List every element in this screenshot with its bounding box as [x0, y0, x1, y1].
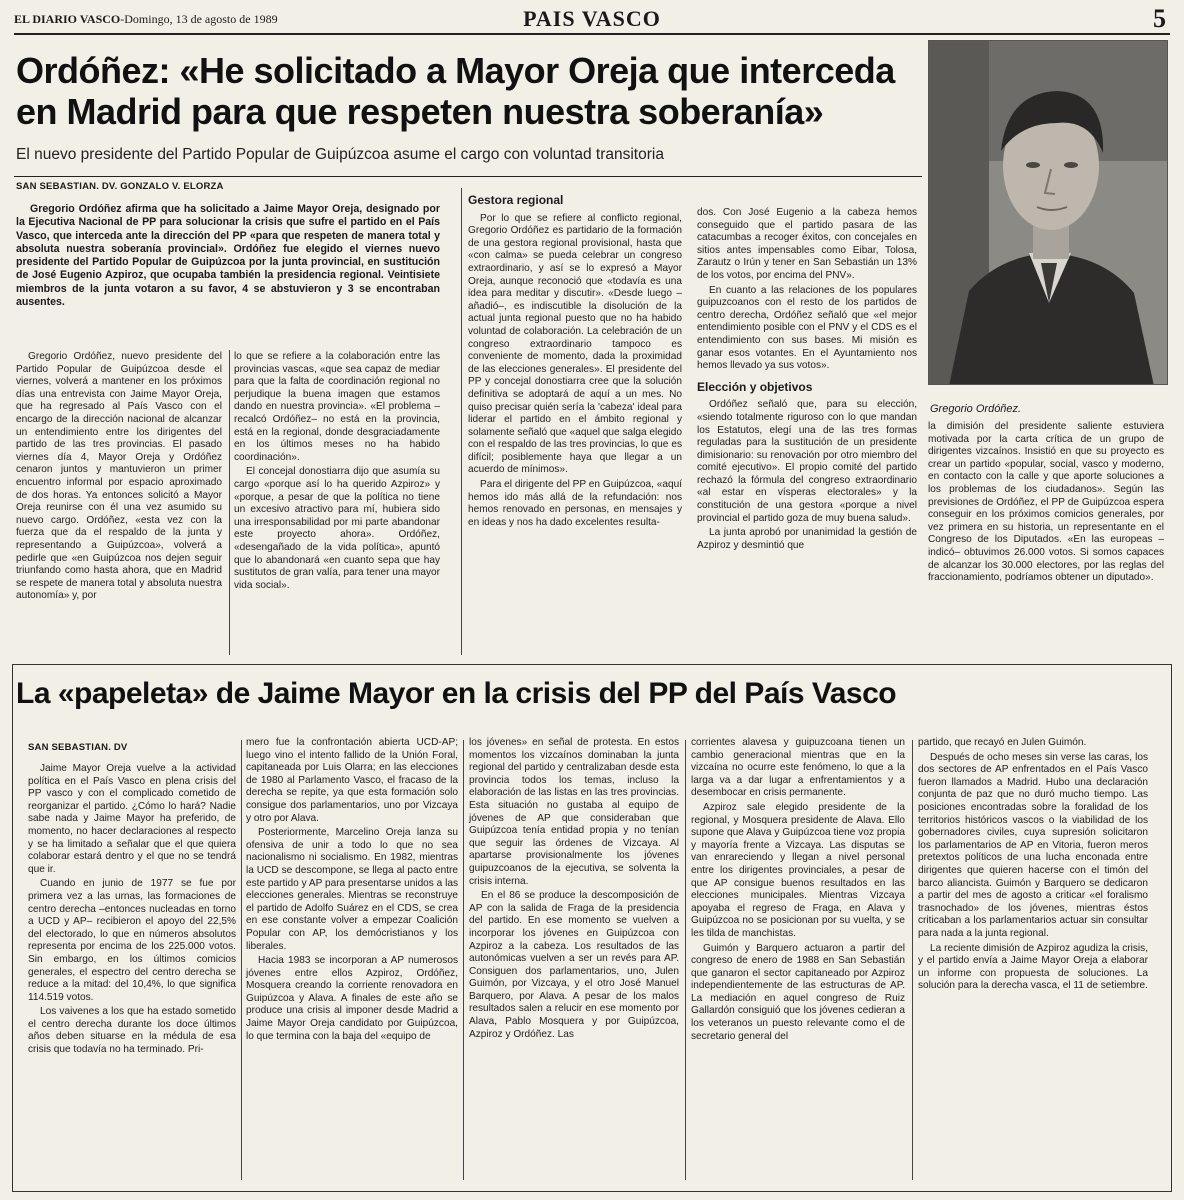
paragraph: lo que se refiere a la colaboración entre las provincias vascas, «que sea capaz de mediar para que la falta de coordinación regional no perjudique la buena imagen que estamos dando en nuestra provincia». «El problema –recalcó Ordóñez– no está en la provincia, está en la regional, donde desgraciadamente en los últimos meses no ha habido coordinación».: [234, 351, 440, 463]
article1-subhead: El nuevo presidente del Partido Popular de Guipúzcoa asume el cargo con voluntad transitoria: [16, 146, 664, 163]
article1-column-1: [16, 351, 222, 605]
column-divider: [241, 740, 242, 1180]
masthead-rule: [14, 33, 1170, 35]
column-divider: [685, 740, 686, 1180]
paragraph: Cuando en junio de 1977 se fue por primera vez a las urnas, las formaciones de centro derecha –entonces nucleadas en torno a UCD y AP– recibieron el apoyo del 22,5% del electorado, lo que en números absolutos representa por encima de los 225.000 votos. Sin embargo, en los últimos comicios generales, el espectro del centro derecha se reduce a la mitad: del 10,4%, lo que significa 114.519 votos.: [28, 878, 236, 1003]
paragraph: La reciente dimisión de Azpiroz agudiza la crisis, y el partido envía a Jaime Mayor Oreja a elaborar un informe con propuesta de soluciones. La solución para la derecha vasca, el 11 de setiembre.: [918, 942, 1148, 992]
photo-caption: Gregorio Ordóñez.: [930, 403, 1022, 415]
paragraph: Gregorio Ordóñez, nuevo presidente del Partido Popular de Guipúzcoa desde el viernes, volverá a mantener en los próximos días una entrevista con Jaime Mayor Oreja, que ha regresado al País Vasco con el encargo de la dirección nacional de alcanzar un entendimiento entre los dirigentes del partido de las tres provincias. El pasado viernes día 4, Mayor Oreja y Ordóñez cenaron juntos y mantuvieron un primer encuentro informal por espacio aproximado de dos horas. Ya entonces solicitó a Mayor Oreja reunirse con él una vez asumido su nuevo cargo. Ordóñez, «esta vez con la fuerza que da el respaldo de la junta y representando a Guipúzcoa», volverá a pedirle que «en Guipúzcoa nos dejen seguir triunfando como hasta ahora, que en Madrid se respete de manera total y absoluta nuestra autonomía» y, por: [16, 351, 222, 602]
paragraph: corrientes alavesa y guipuzcoana tienen un cambio generacional mientras que en la vizcaína no ocurre este fenómeno, lo que a la larga va a dar lugar a enfrentamientos y a desembocar en crisis permanente.: [691, 737, 905, 799]
paragraph: Guimón y Barquero actuaron a partir del congreso de enero de 1988 en San Sebastián que ganaron el sector capitaneado por Azpiroz independientemente de las estructuras de AP. La mediación en aquel congreso de Ruiz Gallardón consiguió que los jóvenes cedieran a los veteranos un puesto relevante como el de secretario general del: [691, 942, 905, 1042]
paragraph: partido, que recayó en Julen Guimón.: [918, 737, 1087, 748]
paragraph: El concejal donostiarra dijo que asumía su cargo «porque así lo ha querido Azpiroz» y «porque, a pesar de que la política no tiene un excesivo atractivo para mí, hubiera sido una irresponsabilidad por mi parte abandonar este proyecto ahora». Ordóñez, «desengañado de la vida política», apuntó que lo abandonará «en cuanto sepa que hay sustitutos de gran valía, para tener una mayor vida social».: [234, 466, 440, 591]
paragraph: En el 86 se produce la descomposición de AP con la salida de Fraga de la presidencia del partido. En ese momento se vuelven a incorporar los jóvenes en Guipúzcoa con Azpiroz a la cabeza. Los resultados de las autonómicas vuelven a ser un revés para AP. Consiguen dos parlamentarios, uno, Julen Guimón, por Vizcaya, y el otro José Manuel Barquero, por Alava. A pesar de los malos resultados salen a relucir en ese momento por Alava, Pablo Mosquera y por Guipúzcoa, Azpiroz y Ordóñez. Las: [469, 890, 679, 1040]
paragraph: Después de ocho meses sin verse las caras, los dos sectores de AP enfrentados en el País Vasco fueron llamados a Madrid. Hubo una declaración conjunta de paz que no duró mucho tiempo. Las posiciones encontradas sobre la foralidad de los territorios históricos vascos o la viabilidad de los gobernadores civiles, cuya supresión solicitaron los parlamentarios de AP en Vitoria, fueron meros pretextos políticos de una lucha enconada entre dirigentes que quieren hacerse con el timón del barco aliancista. Guimón y Barquero se dedicaron a partir del mes de agosto a criticar «el foralismo trasnochado» de los jóvenes, mientras éstos criticaban a los parlamentarios actuar sin consultar para nada a la junta regional.: [918, 751, 1148, 939]
paper-name: EL DIARIO VASCO: [14, 12, 121, 26]
article1-column-3: [468, 186, 682, 531]
article2-headline: La «papeleta» de Jaime Mayor en la crisis del PP del País Vasco: [16, 677, 897, 710]
column-divider: [463, 740, 464, 1180]
article1-column-4: [697, 207, 917, 554]
paragraph: Ordóñez señaló que, para su elección, «siendo totalmente riguroso con lo que mandan los Estatutos, elegí una de las tres formas reguladas para la sustitución de un presidente dimisionario: su renovación por otro miembro del comité ejecutivo». El propio comité del partido rechazó la fórmula del congreso extraordinario «al estar en vísperas electorales» y la constitución de una gestora «porque a nivel provincial el partido goza de muy buena salud».: [697, 399, 917, 524]
article2-column-2: [246, 737, 458, 1045]
paragraph: mero fue la confrontación abierta UCD-AP; luego vino el intento fallido de la Unión Foral, capitaneada por Luis Olarra; en las elecciones de 1980 al Parlamento Vasco, el fracaso de la derecha se repite, ya que esta formación solo consigue dos parlamentarios, uno por Vizcaya y otro por Alava.: [246, 737, 458, 824]
paragraph: En cuanto a las relaciones de los populares guipuzcoanos con el resto de los partidos de centro derecha, Ordóñez señaló que «el mejor entendimiento posible con el PNV y el CDS es el entendimiento con sus bases. Mi misión es ganar esos votantes. En el Ayuntamiento nos hemos llevado ya sus votos».: [697, 284, 917, 372]
article1-headline: Ordóñez: «He solicitado a Mayor Oreja que interceda en Madrid para que respeten nuestra soberanía»: [16, 50, 895, 132]
column-divider: [461, 188, 462, 655]
paragraph: Los vaivenes a los que ha estado sometido el centro derecha durante los doce últimos años deben situarse en la médula de esa crisis que todavía no ha terminado. Pri-: [28, 1006, 236, 1056]
paragraph: La junta aprobó por unanimidad la gestión de Azpiroz y desmintió que: [697, 527, 917, 551]
portrait-illustration: [929, 41, 1168, 385]
paragraph: Por lo que se refiere al conflicto regional, Gregorio Ordóñez es partidario de la formación de una gestora regional provisional, hasta que «con calma» se pueda celebrar un congreso extraordinario, y así se lo expresó a Mayor Oreja, aunque reconoció que «todavía es una idea para meditar y discutir». «Desde luego –añadió–, es indiscutible la disolución de la actual junta regional puesto que no ha habido voluntad de colaboración. La celebración de un congreso extraordinario tampoco es conveniente de momento, dada la proximidad de las elecciones generales». El presidente del PP y concejal donostiarra cree que la solución definitiva se adoptará de aquí a un mes. No quiso precisar quién sería la 'cabeza' ideal para liderar el partido en el ámbito regional y solamente señaló que «aquel que salga elegido con el respaldo de las tres provincias, lo que es difícil; posiblemente haya que llegar a un acuerdo de mínimos».: [468, 212, 682, 476]
column-divider: [912, 740, 913, 1180]
article1-subhead-rule: [14, 176, 922, 177]
paragraph: Jaime Mayor Oreja vuelve a la actividad política en el País Vasco en plena crisis del PP vasco y con el complicado cometido de reorganizar el partido. ¿Cómo lo hará? Nadie sabe nada y Jaime Mayor ha preferido, de momento, no hacer declaraciones al respecto y se ha limitado a señalar que el que quiera colaborar estará dentro y el que no se tendrá que ir.: [28, 763, 236, 875]
paragraph: Hacia 1983 se incorporan a AP numerosos jóvenes entre ellos Azpiroz, Ordóñez, Mosquera creando la corriente renovadora en Guipúzcoa y Alava. A finales de este año se produce una crisis al imponer desde Madrid a Jaime Mayor Oreja candidato por Guipúzcoa, lo que termina con la baja del «equipo de: [246, 955, 458, 1042]
article2-column-3: [469, 737, 679, 1043]
article2-column-5: [918, 737, 1148, 995]
article2-column-1: [28, 763, 236, 1059]
paragraph: dos. Con José Eugenio a la cabeza hemos conseguido que el partido pasara de las catacumbas a recoger éxitos, con concejales en sitios antes impensables como Eibar, Tolosa, Zarautz o Irún y tener en San Sebastián un 13% de los votos, por encima del PNV».: [697, 207, 917, 281]
paragraph: Azpiroz sale elegido presidente de la regional, y Mosquera presidente de Alava. Ello supone que Alava y Guipúzcoa tiene voz propia y mayoría frente a Vizcaya. Las disputas se van enrareciendo y llegan a nivel personal entre los dirigentes provinciales, a pesar de que AP consigue buenos resultados en las elecciones municipales. Mientras Vizcaya apoyaba el regreso de Fraga, en Alava y Guipúzcoa no se posicionan por su vuelta, y se les tilda de manchistas.: [691, 801, 905, 939]
article1-byline: SAN SEBASTIAN. DV. GONZALO V. ELORZA: [16, 181, 224, 192]
crosshead-gestora: Gestora regional: [468, 193, 564, 207]
article2-column-4: [691, 737, 905, 1045]
paragraph: los jóvenes» en señal de protesta. En estos momentos los vizcaínos dominaban la junta regional del partido y centralizaban desde esta provincia todos los temas, incluso la elaboración de las listas en las tres provincias. Esta situación no gustaba al equipo de jóvenes de AP que consideraban que Guipúzcoa tenía entidad propia y no tenían que seguir las órdenes de Vizcaya. Al apartarse provisionalmente los jóvenes guipuzcoanos de la ejecutiva, se solventa la crisis interna.: [469, 737, 679, 887]
masthead: [14, 4, 1170, 32]
issue-date: -Domingo, 13 de agosto de 1989: [120, 12, 278, 26]
article1-column-2: [234, 351, 440, 594]
portrait-photo: [928, 40, 1168, 385]
crosshead-eleccion: Elección y objetivos: [697, 379, 813, 394]
article1-lead: Gregorio Ordóñez afirma que ha solicitado a Jaime Mayor Oreja, designado por la Ejecutiva Nacional de PP para solucionar la crisis que sufre el partido en el País Vasco, que interceda ante la dirección del PP «para que respeten de manera total y absoluta nuestra soberanía provincial». Ordóñez fue elegido el viernes nuevo presidente del Partido Popular de Guipúzcoa por la junta provincial, en sustitución de José Eugenio Azpiroz, que ocupaba también la presidencia regional. Veintisiete miembros de la junta votaron a su favor, 4 se abstuvieron y 3 se encontraban ausentes.: [16, 203, 440, 309]
column-divider: [229, 350, 230, 655]
paragraph: Para el dirigente del PP en Guipúzcoa, «aquí hemos ido más allá de la refundación: nos hemos renovado en personas, en mensajes y en ideas y nos ha dado excelentes resulta-: [468, 479, 682, 528]
paragraph: Posteriormente, Marcelino Oreja lanza su ofensiva de unir a todo lo que no sea nacionalismo ni socialismo. En 1982, mientras la UCD se descompone, se llega al pacto entre este partido y AP para presentarse unidos a las elecciones generales. Mientras se reconstruye el partido de Adolfo Suárez en el CDS, se crea en ese constante volver a empezar Coalición Popular con AP, los demócristianos y los liberales.: [246, 827, 458, 952]
paragraph: la dimisión del presidente saliente estuviera motivada por la carta crítica de un grupo de dirigentes vizcaínos. Insistió en que su proyecto es crear un partido «popular, social, vasco y moderno, en contacto con la calle y que aporte soluciones a los problemas de los ciudadanos». Según las previsiones de Ordóñez, el PP de Guipúzcoa espera conseguir en los próximos comicios generales, por vez primera en su historia, un representante en el Congreso de los Diputados. «En las europeas –indicó– obtuvimos 26.000 votos. Si somos capaces de alcanzar los 30.000 electores, por las reglas del fraccionamiento, podríamos obtener un diputado».: [928, 421, 1164, 584]
article1-column-5: [928, 421, 1164, 587]
article2-byline: SAN SEBASTIAN. DV: [28, 742, 128, 753]
page-number: 5: [1153, 4, 1166, 33]
section-title: PAIS VASCO: [523, 6, 661, 31]
